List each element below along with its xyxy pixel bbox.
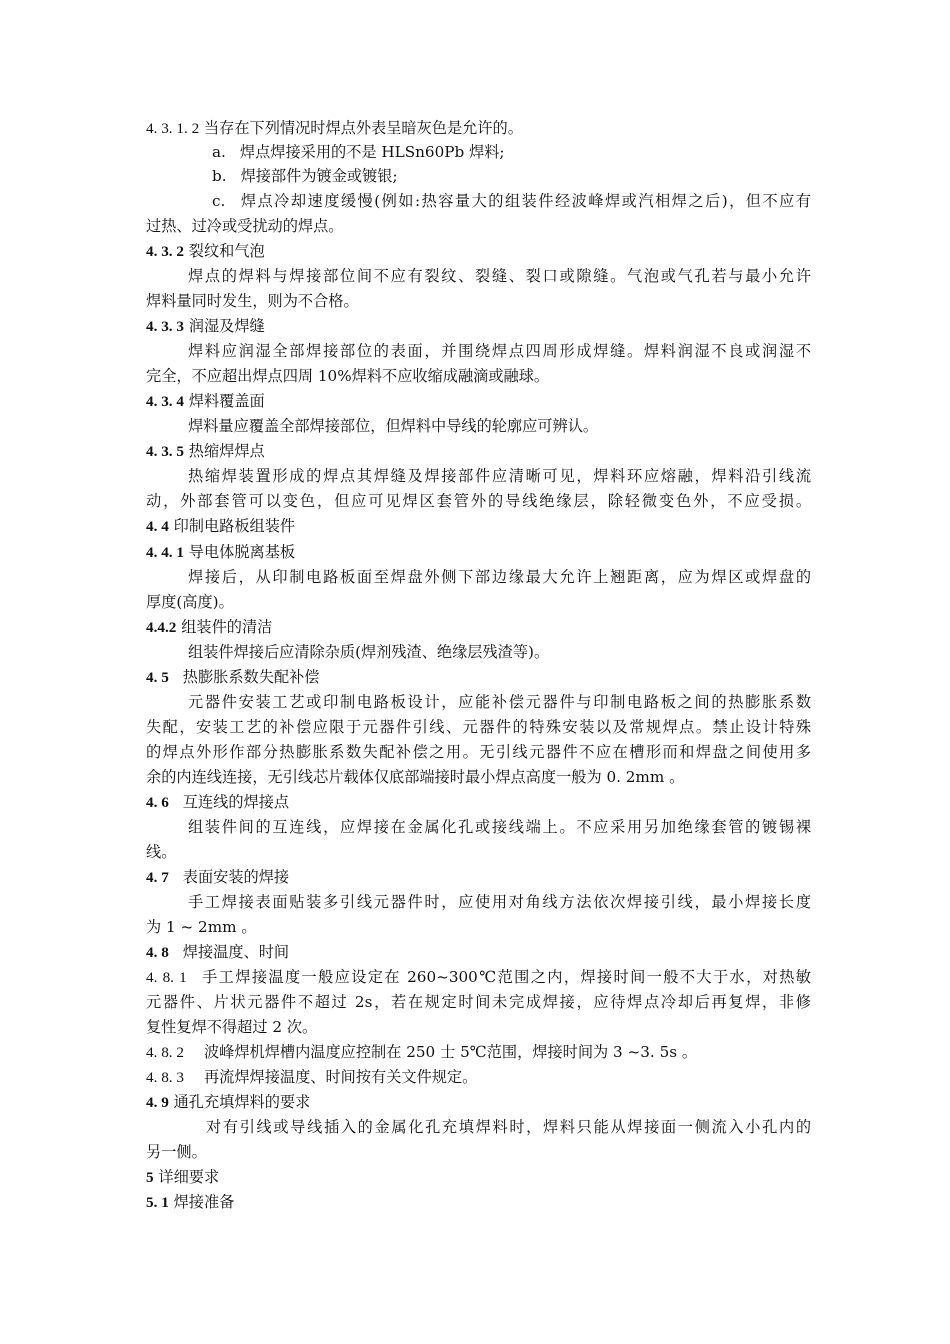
clause-text: 波峰焊机焊槽内温度应控制在 250 士 5℃范围，焊接时间为 3 ~3. 5s 。	[203, 1043, 698, 1061]
paragraph-line: 热缩焊装置形成的焊点其焊缝及焊接部件应清晰可见，焊料环应熔融，焊料沿引线流	[188, 467, 811, 485]
heading-4-3-3	[146, 315, 811, 338]
list-letter: b.	[212, 167, 227, 185]
paragraph-line: 复性复焊不得超过 2 次。	[146, 1018, 318, 1036]
section-number: 4. 7	[146, 869, 169, 886]
section-number: 4. 5	[146, 669, 169, 686]
list-letter: c.	[212, 192, 226, 210]
section-title: 通孔充填焊料的要求	[173, 1093, 311, 1111]
section-title: 互连线的焊接点	[182, 793, 290, 811]
heading-4-3-5	[146, 440, 811, 463]
heading-4-4	[146, 515, 811, 538]
heading-4-3-4	[146, 390, 811, 413]
heading-4-4-1	[146, 541, 811, 564]
paragraph-line: 焊接后，从印制电路板面至焊盘外侧下部边缘最大允许上翘距离，应为焊区或焊盘的	[188, 568, 811, 586]
list-item-a	[212, 141, 811, 164]
section-number: 4. 9	[146, 1094, 169, 1111]
list-text: 焊点冷却速度缓慢(例如:热容量大的组装件经波峰焊或汽相焊之后)，但不应有	[239, 192, 811, 210]
section-title: 表面安装的焊接	[182, 868, 290, 886]
list-item-c-cont: 过热、过冷或受扰动的焊点。	[146, 217, 344, 235]
list-item-c	[212, 190, 811, 213]
section-title: 焊接准备	[173, 1193, 235, 1211]
paragraph-line: 元器件、片状元器件不超过 2s，若在规定时间未完成焊接，应待焊点冷却后再复焊，非修	[146, 993, 811, 1011]
paragraph-line: 失配，安装工艺的补偿应限于元器件引线、元器件的特殊安装以及常规焊点。禁止设计特殊	[146, 718, 811, 736]
heading-5-1	[146, 1191, 811, 1214]
section-title: 详细要求	[158, 1168, 220, 1186]
heading-5	[146, 1166, 811, 1189]
heading-4-9	[146, 1091, 811, 1114]
paragraph-line: 为 1 ~ 2mm 。	[146, 918, 257, 936]
clause-4-8-3	[146, 1066, 811, 1089]
section-number: 4. 3. 3	[146, 318, 184, 335]
paragraph-line: 焊料应润湿全部焊接部位的表面，并围绕焊点四周形成焊缝。焊料润湿不良或润湿不	[188, 342, 811, 360]
heading-4-3-2	[146, 240, 811, 263]
section-title: 润湿及焊缝	[188, 317, 265, 335]
clause-number: 4. 8. 2	[146, 1044, 184, 1061]
list-text: 焊接部件为镀金或镀银;	[240, 167, 398, 185]
clause-text: 手工焊接温度一般应设定在 260~300℃范围之内，焊接时间一般不大于水，对热敏	[200, 968, 811, 986]
clause-text: 当存在下列情况时焊点外表呈暗灰色是允许的。	[203, 119, 523, 137]
paragraph-line: 动，外部套管可以变色，但应可见焊区套管外的导线绝缘层，除轻微变色外，不应受损。	[146, 492, 811, 510]
clause-4-3-1-2	[146, 117, 811, 140]
section-title: 印制电路板组装件	[173, 517, 296, 535]
section-number: 4. 4. 1	[146, 544, 184, 561]
paragraph-line: 对有引线或导线插入的金属化孔充填焊料时，焊料只能从焊接面一侧流入小孔内的	[206, 1118, 811, 1136]
heading-4-6	[146, 791, 811, 814]
clause-4-8-2	[146, 1041, 811, 1064]
paragraph-line: 焊点的焊料与焊接部位间不应有裂纹、裂缝、裂口或隙缝。气泡或气孔若与最小允许	[188, 267, 811, 285]
heading-4-7	[146, 866, 811, 889]
section-number: 4. 6	[146, 794, 169, 811]
section-title: 焊料覆盖面	[188, 392, 265, 410]
list-letter: a.	[212, 143, 226, 161]
section-number: 4. 4	[146, 518, 169, 535]
section-number: 4. 3. 5	[146, 443, 184, 460]
section-number: 4.4.2	[146, 619, 177, 636]
section-title: 热膨胀系数失配补偿	[182, 668, 320, 686]
section-title: 热缩焊焊点	[188, 442, 265, 460]
section-title: 裂纹和气泡	[188, 242, 265, 260]
paragraph-line: 的焊点外形作部分热膨胀系数失配补偿之用。无引线元器件不应在槽形而和焊盘之间使用多	[146, 743, 811, 761]
paragraph-line: 元器件安装工艺或印制电路板设计，应能补偿元器件与印制电路板之间的热膨胀系数	[188, 693, 811, 711]
heading-4-8	[146, 941, 811, 964]
section-number: 4. 3. 2	[146, 243, 184, 260]
clause-text: 再流焊焊接温度、时间按有关文件规定。	[203, 1068, 478, 1086]
section-title: 组装件的清洁	[181, 618, 273, 636]
paragraph-line: 焊料量同时发生，则为不合格。	[146, 292, 359, 310]
clause-4-8-1	[146, 966, 811, 989]
clause-number: 4. 8. 1	[146, 969, 187, 986]
paragraph-line: 焊料量应覆盖全部焊接部位，但焊料中导线的轮廓应可辨认。	[188, 417, 599, 435]
paragraph-line: 组装件间的互连线，应焊接在金属化孔或接线端上。不应采用另加绝缘套管的镀锡裸	[188, 818, 811, 836]
list-text: 焊点焊接采用的不是 HLSn60Pb 焊料;	[239, 143, 505, 161]
heading-4-5	[146, 666, 811, 689]
section-number: 4. 8	[146, 944, 169, 961]
list-item-b	[212, 165, 811, 188]
heading-4-4-2	[146, 616, 811, 639]
paragraph-line: 另一侧。	[146, 1143, 207, 1161]
section-number: 4. 3. 4	[146, 393, 184, 410]
section-number: 5. 1	[146, 1194, 169, 1211]
paragraph-line: 线。	[146, 843, 177, 861]
paragraph-line: 手工焊接表面贴装多引线元器件时，应使用对角线方法依次焊接引线，最小焊接长度	[188, 893, 811, 911]
section-number: 5	[146, 1169, 154, 1186]
paragraph-line: 完全，不应超出焊点四周 10%焊料不应收缩成融滴或融球。	[146, 367, 550, 385]
paragraph-line: 厚度(高度)。	[146, 593, 234, 611]
clause-number: 4. 3. 1. 2	[146, 120, 200, 137]
paragraph-line: 组装件焊接后应清除杂质(焊剂残渣、绝缘层残渣等)。	[188, 643, 550, 661]
section-title: 焊接温度、时间	[182, 943, 290, 961]
section-title: 导电体脱离基板	[188, 543, 296, 561]
paragraph-line: 余的内连线连接，无引线芯片载体仅底部端接时最小焊点高度一般为 0. 2mm 。	[146, 768, 685, 786]
clause-number: 4. 8. 3	[146, 1069, 184, 1086]
